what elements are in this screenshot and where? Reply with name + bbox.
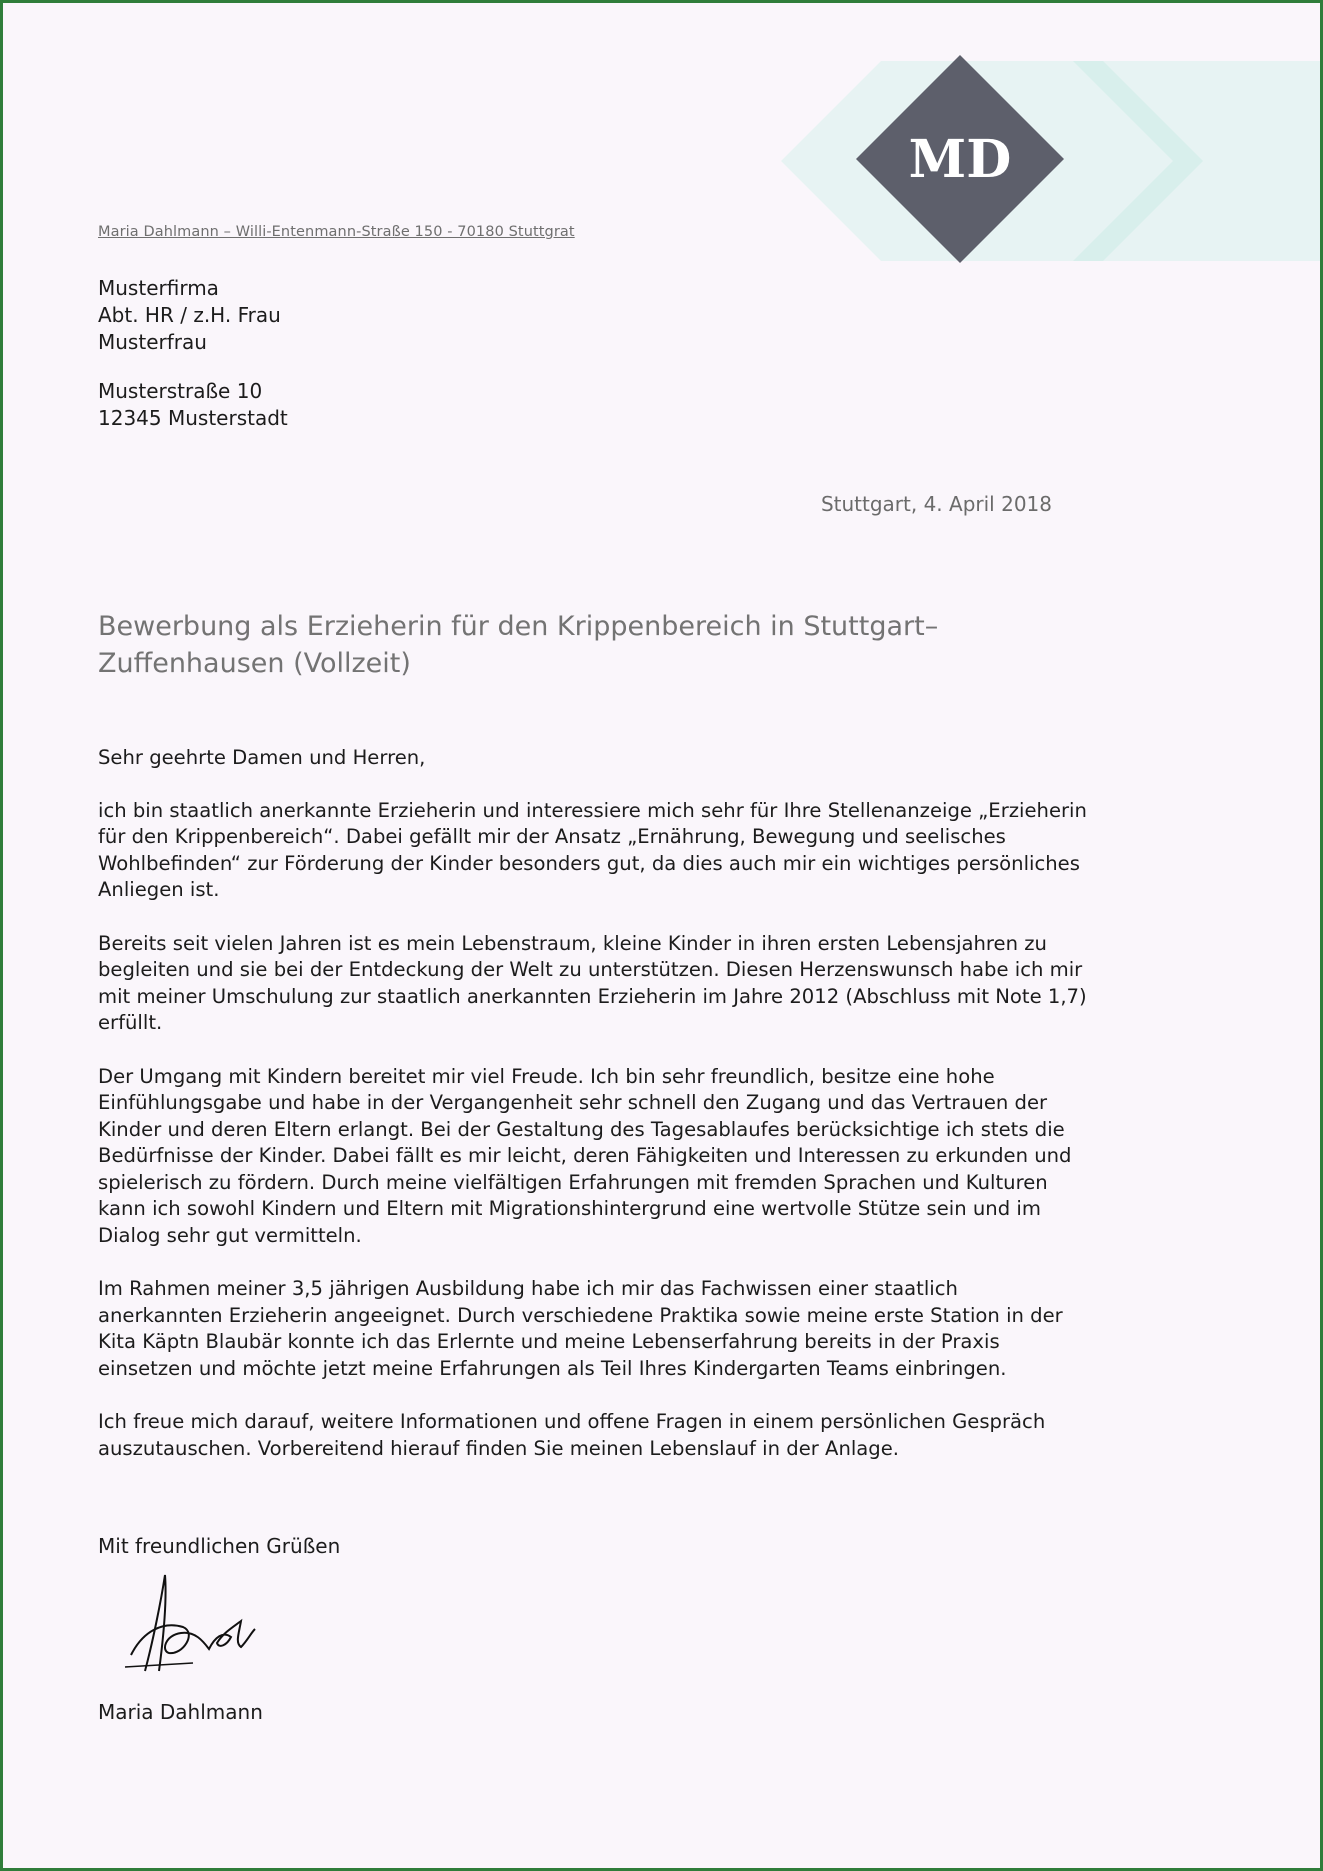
body-line: Der Umgang mit Kindern bereitet mir viel Freude. Ich bin sehr freundlich, besitze eine hohe xyxy=(98,1064,995,1088)
body-line: Im Rahmen meiner 3,5 jährigen Ausbildung habe ich mir das Fachwissen einer staatlich xyxy=(98,1277,958,1300)
recipient-name: Musterfrau xyxy=(98,330,207,354)
body-line: Anliegen ist. xyxy=(98,878,220,901)
body-line: Kita Käptn Blaubär konnte ich das Erlernte und meine Lebenserfahrung bereits in der Praxis xyxy=(98,1330,1000,1353)
body-line: Kinder und deren Eltern erlangt. Bei der Gestaltung des Tagesablaufes berücksichtige ich stets die xyxy=(98,1117,1065,1141)
logo-initials: MD xyxy=(908,129,1012,190)
subject-line: Zuffenhausen (Vollzeit) xyxy=(98,648,411,679)
body-line: spielerisch zu fördern. Durch meine vielfältigen Erfahrungen mit fremden Sprachen und Kulturen xyxy=(98,1170,1048,1194)
body-line: für den Krippenbereich“. Dabei gefällt mir der Ansatz „Ernährung, Bewegung und seelisches xyxy=(98,825,1006,848)
letter-date: Stuttgart, 4. April 2018 xyxy=(820,492,1052,516)
body-line: begleiten und sie bei der Entdeckung der Welt zu unterstützen. Diesen Herzenswunsch habe ich mir xyxy=(98,958,1083,981)
paragraph xyxy=(98,798,1178,904)
body-line: erfüllt. xyxy=(98,1011,163,1034)
handwritten-signature xyxy=(123,1571,263,1681)
closing-phrase: Mit freundlichen Grüßen xyxy=(98,1534,341,1558)
recipient-street: Musterstraße 10 xyxy=(98,379,263,403)
paragraph xyxy=(98,1409,1178,1462)
monogram-logo xyxy=(773,43,1323,303)
body-line: Bedürfnisse der Kinder. Dabei fällt es mir leicht, deren Fähigkeiten und Interessen zu erkunden und xyxy=(98,1144,1072,1167)
recipient-company: Musterfirma xyxy=(98,276,219,300)
recipient-department: Abt. HR / z.H. Frau xyxy=(98,303,281,327)
body-line: Dialog sehr gut vermitteln. xyxy=(98,1223,362,1247)
body-line: anerkannten Erzieherin angeeignet. Durch verschiedene Praktika sowie meine erste Station in der xyxy=(98,1303,1063,1327)
body-line: ich bin staatlich anerkannte Erzieherin und interessiere mich sehr für Ihre Stellenanzeige „Erzieherin xyxy=(98,798,1087,822)
body-line: Ich freue mich darauf, weitere Informationen und offene Fragen in einem persönlichen Gespräch xyxy=(98,1410,1046,1433)
body-line: einsetzen und möchte jetzt meine Erfahrungen als Teil Ihres Kindergarten Teams einbringen. xyxy=(98,1356,1007,1380)
body-line: Bereits seit vielen Jahren ist es mein Lebenstraum, kleine Kinder in ihren ersten Lebensjahren zu xyxy=(98,931,1047,955)
paragraph xyxy=(98,1276,1178,1382)
paragraph xyxy=(98,931,1178,1037)
signer-name: Maria Dahlmann xyxy=(98,1700,263,1724)
subject-line: Bewerbung als Erzieherin für den Krippenbereich in Stuttgart– xyxy=(98,611,939,642)
salutation: Sehr geehrte Damen und Herren, xyxy=(98,746,426,769)
sender-address-line: Maria Dahlmann – Willi-Entenmann-Straße 150 - 70180 Stuttgrat xyxy=(98,224,575,240)
recipient-block xyxy=(98,275,288,432)
body-line: Einfühlungsgabe und habe in der Vergangenheit sehr schnell den Zugang und das Vertrauen der xyxy=(98,1091,1048,1114)
letter-body xyxy=(98,745,1178,1489)
body-line: kann ich sowohl Kindern und Eltern mit Migrationshintergrund eine wertvolle Stütze sein und im xyxy=(98,1197,1041,1220)
letter-subject xyxy=(98,608,1058,682)
body-line: Wohlbefinden“ zur Förderung der Kinder besonders gut, da dies auch mir ein wichtiges persönliches xyxy=(98,851,1080,875)
paragraph xyxy=(98,1064,1178,1250)
body-line: mit meiner Umschulung zur staatlich anerkannten Erzieherin im Jahre 2012 (Abschluss mit Note 1,7) xyxy=(98,984,1087,1008)
recipient-city: 12345 Musterstadt xyxy=(98,406,288,430)
body-line: auszutauschen. Vorbereitend hierauf finden Sie meinen Lebenslauf in der Anlage. xyxy=(98,1436,900,1460)
